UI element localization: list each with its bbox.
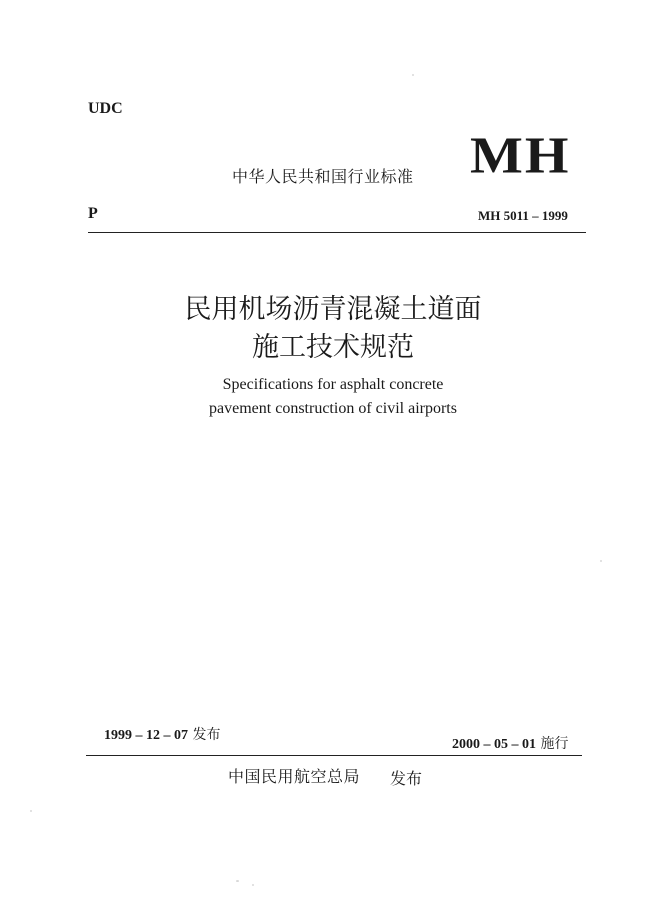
- implementation-date-block: [452, 733, 568, 753]
- scan-speck: [600, 560, 602, 562]
- issuing-authority: 中国民用航空总局: [228, 767, 361, 786]
- implementation-label: 施行: [540, 736, 569, 752]
- classification-code: P: [88, 205, 98, 222]
- title-chinese-line2: 施工技术规范: [252, 332, 414, 363]
- title-english-line2: pavement construction of civil airports: [209, 400, 457, 417]
- scan-speck: [252, 884, 254, 886]
- issue-date: 1999 – 12 – 07: [104, 728, 188, 743]
- standard-category: 中华人民共和国行业标准: [232, 167, 414, 186]
- mh-logo: MH: [470, 127, 571, 185]
- udc-label: UDC: [88, 100, 123, 117]
- issue-label: 发布: [192, 727, 221, 743]
- title-english-line1: Specifications for asphalt concrete: [222, 376, 444, 393]
- header-divider: [88, 232, 586, 233]
- standard-number: MH 5011 – 1999: [478, 208, 568, 223]
- footer-divider: [86, 755, 582, 756]
- scan-speck: [412, 74, 414, 76]
- scan-speck: [236, 880, 239, 882]
- scan-speck: [30, 810, 32, 812]
- implementation-date: 2000 – 05 – 01: [452, 737, 536, 752]
- title-chinese-line1: 民用机场沥青混凝土道面: [184, 294, 482, 325]
- issue-date-block: [104, 724, 220, 744]
- issuing-action: 发布: [390, 769, 423, 788]
